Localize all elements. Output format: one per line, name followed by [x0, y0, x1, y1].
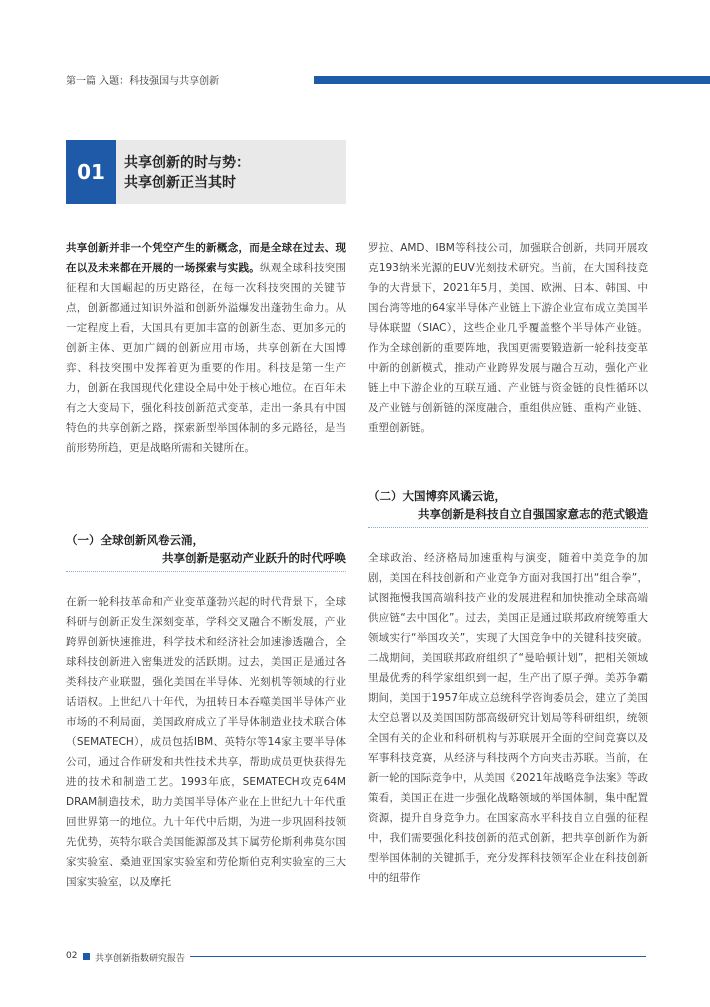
subsection2-divider: [368, 527, 648, 528]
page-number: 02: [66, 951, 78, 961]
intro-paragraph: [66, 238, 346, 458]
running-header: [66, 70, 646, 88]
footer-square-icon: [83, 953, 90, 960]
intro-lead: 共享创新并非一个凭空产生的新概念，而是全球在过去、现在以及未来都在开展的一场探索与实践。: [66, 242, 346, 274]
section-title-line2: 共享创新正当其时: [124, 175, 236, 191]
subsection2-heading-line1: （二）大国博弈风谲云诡，: [368, 489, 506, 503]
header-accent-bar: [314, 76, 710, 84]
intro-body: 纵观全球科技突围征程和大国崛起的历史路径，在每一次科技突围的关键节点，创新都通过知识外溢和创新外溢爆发出蓬勃生命力。从一定程度上看，大国具有更加丰富的创新生态、更加多元的创新主体、更加广阔的创新应用市场，共享创新在大国博弈、科技突围中发挥着更为重要的作用。科技是第一生产力，创新在我国现代化建设全局中处于核心地位。在百年未有之大变局下，强化科技创新范式变革，走出一条具有中国特色的共享创新之路，探索新型举国体制的多元路径，是当前形势所趋，更是战略所需和关键所在。: [66, 262, 347, 454]
header-label: 第一篇 入题：科技强国与共享创新: [66, 76, 220, 87]
subsection2-paragraph: [368, 548, 648, 888]
subsection1-heading-line1: （一）全球创新风卷云涌，: [66, 533, 204, 547]
subsection2-heading: [368, 487, 648, 523]
section-title: [124, 153, 250, 193]
page-footer: [66, 950, 646, 964]
subsection2-heading-line2: 共享创新是科技自立自强国家意志的范式锻造: [418, 507, 648, 521]
footer-title: 共享创新指数研究报告: [95, 954, 186, 964]
continuation-paragraph: [368, 238, 648, 438]
section-heading-box: [66, 140, 346, 204]
subsection2-body: 全球政治、经济格局加速重构与演变，随着中美竞争的加剧，美国在科技创新和产业竞争方面对我国打出“组合拳”，试图拖慢我国高端科技产业的发展进程和加快推动全球高端供应链“去中国化”。过去，美国正是通过联邦政府统筹重大领域实行“举国攻关”，实现了大国竞争中的关键科技突破。二战期间，美国联邦政府组织了“曼哈顿计划”，把相关领域里最优秀的科学家组织到一起，生产出了原子弹。美苏争霸期间，美国于1957年成立总统科学咨询委员会，建立了美国太空总署以及美国国防部高级研究计划局等科研组织，统领全国有关的企业和科研机构与苏联展开全面的空间竞赛以及军事科技竞赛，从经济与科技两个方向夹击苏联。当前，在新一轮的国际竞争中，从美国《2021年战略竞争法案》等政策看，美国正在进一步强化战略领域的举国体制，集中配置资源，提升自身竞争力。在国家高水平科技自立自强的征程中，我们需要强化科技创新的范式创新，把共享创新作为新型举国体制的关键抓手，充分发挥科技领军企业在科技创新中的纽带作: [368, 552, 648, 884]
subsection1-body: 在新一轮科技革命和产业变革蓬勃兴起的时代背景下，全球科研与创新正发生深刻变革，学科交叉融合不断发展，产业跨界创新快速推进，科学技术和经济社会加速渗透融合，全球科技创新进入密集迸发的活跃期。过去，美国正是通过各类科技产业联盟，强化美国在半导体、光刻机等领域的行业话语权。上世纪八十年代，为扭转日本吞噬美国半导体产业市场的不利局面，美国政府成立了半导体制造业技术联合体（SEMATECH），成员包括IBM、英特尔等14家主要半导体公司，通过合作研发和共性技术共享，帮助成员更快获得先进的技术和制造工艺。1993年底，SEMATECH攻克64M DRAM制造技术，助力美国半导体产业在上世纪九十年代重回世界第一的地位。九十年代中后期，为进一步巩固科技领先优势，英特尔联合美国能源部及其下属劳伦斯利弗莫尔国家实验室、桑迪亚国家实验室和劳伦斯伯克利实验室的三大国家实验室，以及摩托: [66, 596, 346, 888]
subsection1-heading-line2: 共享创新是驱动产业跃升的时代呼唤: [162, 551, 346, 565]
section-title-line1: 共享创新的时与势：: [124, 155, 250, 171]
continuation-body: 罗拉、AMD、IBM等科技公司，加强联合创新，共同开展攻克193纳米光源的EUV光刻技术研究。当前，在大国科技竞争的大背景下，2021年5月，美国、欧洲、日本、韩国、中国台湾等地的64家半导体产业链上下游企业宣布成立美国半导体联盟（SIAC），这些企业几乎覆盖整个半导体产业链。作为全球创新的重要阵地，我国更需要锻造新一轮科技变革中新的创新模式，推动产业跨界发展与融合互动，强化产业链上中下游企业的互联互通、产业链与资金链的良性循环以及产业链与创新链的深度融合，重组供应链、重构产业链、重塑创新链。: [368, 242, 648, 434]
subsection1-paragraph: [66, 592, 346, 892]
subsection1-divider: [66, 571, 346, 572]
subsection1-heading: [66, 531, 346, 567]
section-number: 01: [66, 140, 116, 204]
footer-rule: [190, 956, 646, 957]
